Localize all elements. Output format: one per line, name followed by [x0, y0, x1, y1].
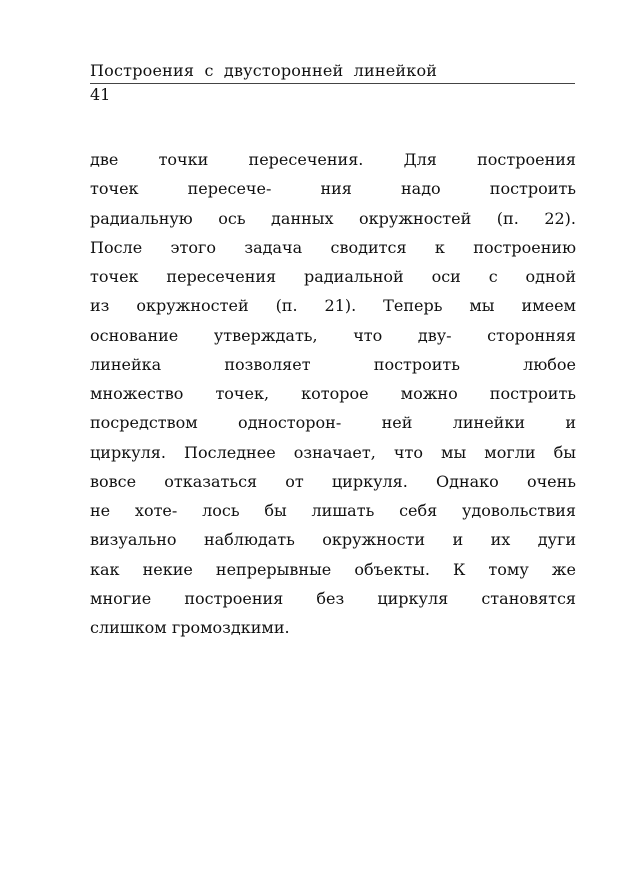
- page-number: 41: [90, 85, 111, 104]
- text-line: циркуля. Последнее означает, что мы могли бы: [90, 442, 576, 462]
- text-line: визуально наблюдать окружности и их дуги: [90, 530, 576, 550]
- body-paragraph: [90, 145, 576, 642]
- text-line: посредством односторон- ней линейки и: [90, 413, 576, 433]
- text-line: две точки пересечения. Для построения: [90, 150, 576, 169]
- running-header-title: Построения с двусторонней линейкой: [90, 61, 438, 80]
- text-line: радиальную ось данных окружностей (п. 22).: [90, 208, 576, 228]
- text-line: из окружностей (п. 21). Теперь мы имеем: [90, 296, 576, 316]
- text-line: как некие непрерывные объекты. К тому же: [90, 559, 576, 579]
- text-line: линейка позволяет построить любое: [90, 354, 576, 374]
- text-line: множество точек, которое можно построить: [90, 384, 576, 403]
- text-line: слишком громоздкими.: [90, 618, 290, 637]
- text-line: основание утверждать, что дву- сторонняя: [90, 325, 576, 345]
- text-line: многие построения без циркуля становятся: [90, 588, 576, 608]
- text-line: После этого задача сводится к построению: [90, 237, 576, 257]
- text-line: вовсе отказаться от циркуля. Однако очень: [90, 471, 576, 491]
- header-rule: [90, 83, 575, 84]
- text-line: не хоте- лось бы лишать себя удовольствия: [90, 501, 576, 520]
- text-line: точек пересечения радиальной оси с одной: [90, 267, 576, 286]
- text-line: точек пересече- ния надо построить: [90, 179, 576, 199]
